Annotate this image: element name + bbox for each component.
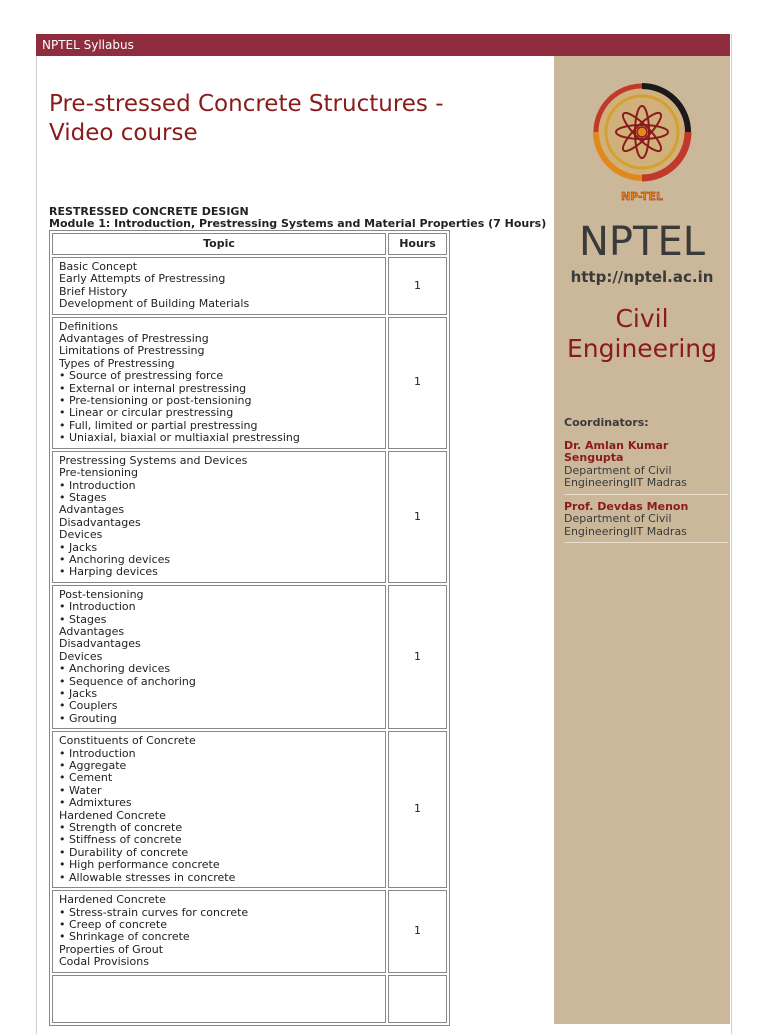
topic-line: Post-tensioning [59,587,144,601]
nptel-logo-icon [586,80,698,204]
topic-line: • External or internal prestressing [59,381,247,395]
coordinator-affiliation: Department of Civil [564,463,672,477]
hours-cell: 1 [388,585,447,729]
topic-cell [52,585,386,729]
department-line: Civil [615,304,669,333]
topic-line: • Aggregate [59,759,127,773]
topic-line: • Durability of concrete [59,845,189,859]
table-row [52,731,447,888]
course-title [49,90,539,148]
topic-line: • Stiffness of concrete [59,833,182,847]
coordinator-affiliation: Department of Civil [564,512,672,526]
hours-cell: 1 [388,451,447,583]
course-title-line: Video course [49,120,198,146]
topic-cell [52,257,386,315]
topic-line: Devices [59,649,103,663]
topic-line: Limitations of Prestressing [59,344,205,358]
hours-cell: 1 [388,731,447,888]
topic-line: Disadvantages [59,515,141,529]
topic-line: • Harping devices [59,565,158,579]
topic-line: Development of Building Materials [59,297,250,311]
topic-line: • Anchoring devices [59,552,171,566]
topic-line: Advantages [59,503,125,517]
topic-line: • Admixtures [59,796,132,810]
coordinator-affiliation: EngineeringIIT Madras [564,476,687,490]
topic-line: • Stages [59,612,107,626]
department-line: Engineering [567,334,717,363]
topic-line: • Stages [59,490,107,504]
table-row [52,257,447,315]
table-row [52,451,447,583]
topic-line: Basic Concept [59,260,138,273]
site-link[interactable]: http://nptel.ac.in [570,268,714,286]
topic-line: Prestressing Systems and Devices [59,453,248,467]
coordinator-card [564,501,728,543]
topic-line: Disadvantages [59,637,141,651]
topic-line: • Pre-tensioning or post-tensioning [59,394,252,408]
topic-line: Properties of Grout [59,942,164,956]
logo-text: NP-TEL [620,190,664,203]
topic-line: • Introduction [59,746,136,760]
topic-column-header: Topic [52,233,386,255]
topic-line: • Anchoring devices [59,662,171,676]
topic-line: • Introduction [59,600,136,614]
coordinator-name: Sengupta [564,451,624,465]
topic-line: • Source of prestressing force [59,369,224,383]
table-row [52,890,447,972]
hours-cell: 1 [388,317,447,449]
topic-line: Definitions [59,319,118,333]
topic-line: Brief History [59,284,128,298]
course-title-line: Pre-stressed Concrete Structures - [49,91,444,117]
topic-line: • Water [59,783,102,797]
topic-cell [52,890,386,972]
topic-line: • Introduction [59,478,136,492]
topic-line: • Allowable stresses in concrete [59,870,236,884]
table-row [52,585,447,729]
hours-cell: 1 [388,890,447,972]
coordinator-name: Dr. Amlan Kumar [564,439,669,452]
topic-line: Codal Provisions [59,955,149,969]
topic-line: • Jacks [59,540,98,554]
topic-line: Hardened Concrete [59,808,166,822]
coordinator-affiliation: EngineeringIIT Madras [564,524,687,538]
hours-cell [388,975,447,1023]
department-name [554,304,730,364]
hours-cell: 1 [388,257,447,315]
topic-line: • Couplers [59,699,118,713]
topic-cell [52,731,386,888]
topic-line: • Grouting [59,711,117,725]
table-header-row [52,233,447,255]
topic-line: Pre-tensioning [59,466,139,480]
syllabus-table [49,230,450,1026]
topic-line: • Linear or circular prestressing [59,406,234,420]
topic-line: • Jacks [59,687,98,700]
module-title: Module 1: Introduction, Prestressing Systems and Material Properties (7 Hours) [49,217,547,230]
topic-line: • Stress-strain curves for concrete [59,905,249,919]
topic-line: Devices [59,528,103,542]
topic-line: Advantages of Prestressing [59,332,209,346]
coordinator-card [564,440,728,495]
section-title: RESTRESSED CONCRETE DESIGN [49,205,249,218]
topic-line: Types of Prestressing [59,356,175,370]
topic-line: • Sequence of anchoring [59,674,196,688]
header-bar-label: NPTEL Syllabus [42,38,134,52]
topic-line: Constituents of Concrete [59,734,196,748]
topic-line: • Strength of concrete [59,821,183,835]
topic-line: • Shrinkage of concrete [59,930,190,944]
header-bar [36,34,730,56]
hours-column-header: Hours [388,233,447,255]
table-row [52,975,447,1023]
topic-line: • High performance concrete [59,858,220,872]
coordinator-name: Prof. Devdas Menon [564,500,689,513]
topic-line: Advantages [59,624,125,638]
section-heading [49,206,559,230]
table-row [52,317,447,449]
topic-line: • Creep of concrete [59,917,167,931]
brand-name: NPTEL [578,219,706,265]
topic-cell [52,317,386,449]
topic-line: Hardened Concrete [59,893,166,907]
topic-cell [52,975,386,1023]
topic-cell [52,451,386,583]
topic-line: • Uniaxial, biaxial or multiaxial prestressing [59,431,300,445]
topic-line: • Cement [59,771,113,785]
topic-line: • Full, limited or partial prestressing [59,418,258,432]
topic-line: Early Attempts of Prestressing [59,272,226,286]
coordinators-label: Coordinators: [564,416,649,429]
